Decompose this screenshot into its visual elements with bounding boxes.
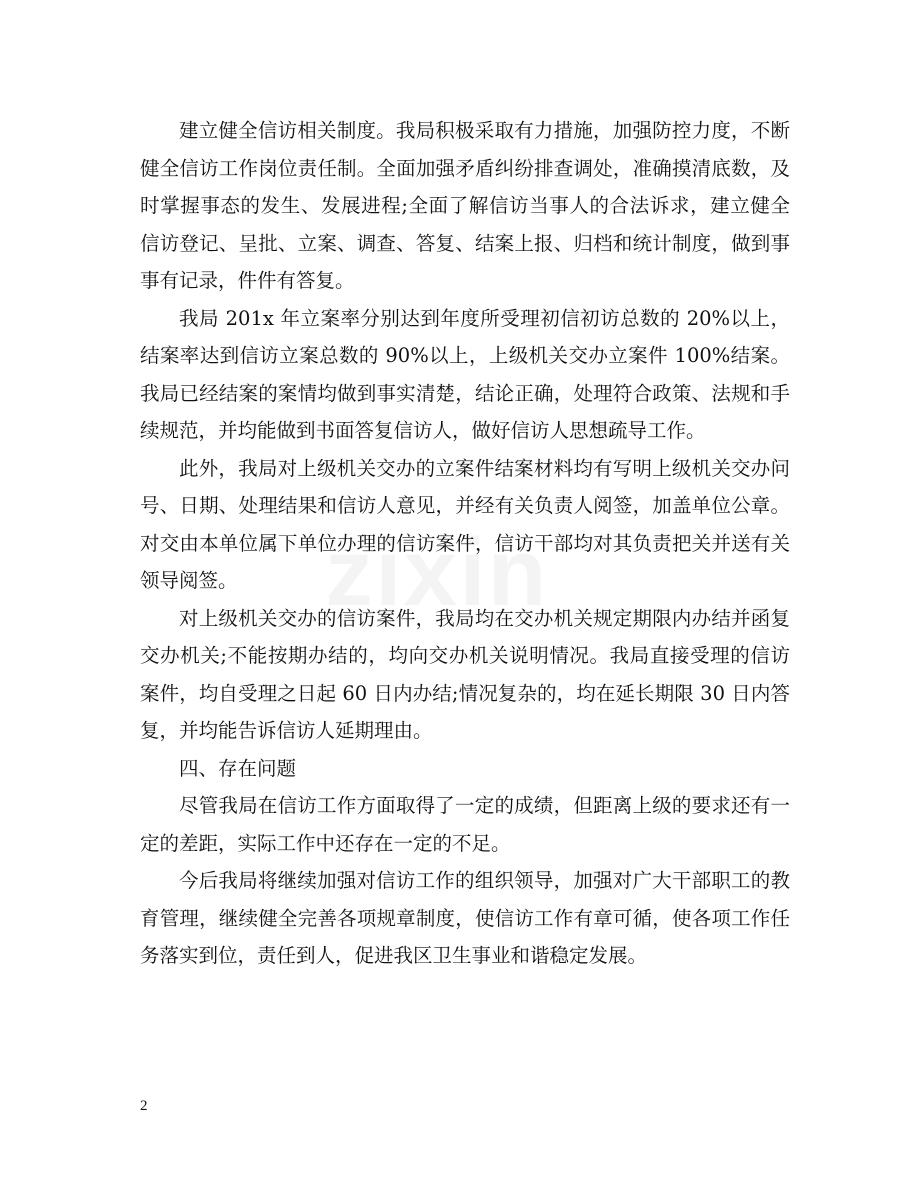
page-number: 2 xyxy=(140,1098,148,1114)
document-body xyxy=(140,112,790,975)
paragraph-5: 尽管我局在信访工作方面取得了一定的成绩，但距离上级的要求还有一定的差距，实际工作中还存在一定的不足。 xyxy=(140,794,790,855)
paragraph-2: 我局 201x 年立案率分别达到年度所受理初信初访总数的 20%以上，结案率达到信访立案总数的 90%以上，上级机关交办立案件 100%结案。我局已经结案的案情均做到事实清楚，结论正确，处理符合政策、法规和手续规范，并均能做到书面答复信访人，做好信访人思想疏导工作。 xyxy=(140,306,790,442)
paragraph-6: 今后我局将继续加强对信访工作的组织领导，加强对广大干部职工的教育管理，继续健全完善各项规章制度，使信访工作有章可循，使各项工作任务落实到位，责任到人，促进我区卫生事业和谐稳定发展。 xyxy=(140,869,790,967)
paragraph-4: 对上级机关交办的信访案件，我局均在交办机关规定期限内办结并函复交办机关;不能按期办结的，均向交办机关说明情况。我局直接受理的信访案件，均自受理之日起 60 日内办结;情况复杂的，均在延长期限 30 日内答复，并均能告诉信访人延期理由。 xyxy=(140,606,790,742)
paragraph-1: 建立健全信访相关制度。我局积极采取有力措施，加强防控力度，不断健全信访工作岗位责任制。全面加强矛盾纠纷排查调处，准确摸清底数，及时掌握事态的发生、发展进程;全面了解信访当事人的合法诉求，建立健全信访登记、呈批、立案、调查、答复、结案上报、归档和统计制度，做到事事有记录，件件有答复。 xyxy=(140,119,790,292)
section-heading: 四、存在问题 xyxy=(179,756,297,780)
paragraph-3: 此外，我局对上级机关交办的立案件结案材料均有写明上级机关交办问号、日期、处理结果和信访人意见，并经有关负责人阅签，加盖单位公章。对交由本单位属下单位办理的信访案件，信访干部均对其负责把关并送有关领导阅签。 xyxy=(140,456,790,592)
